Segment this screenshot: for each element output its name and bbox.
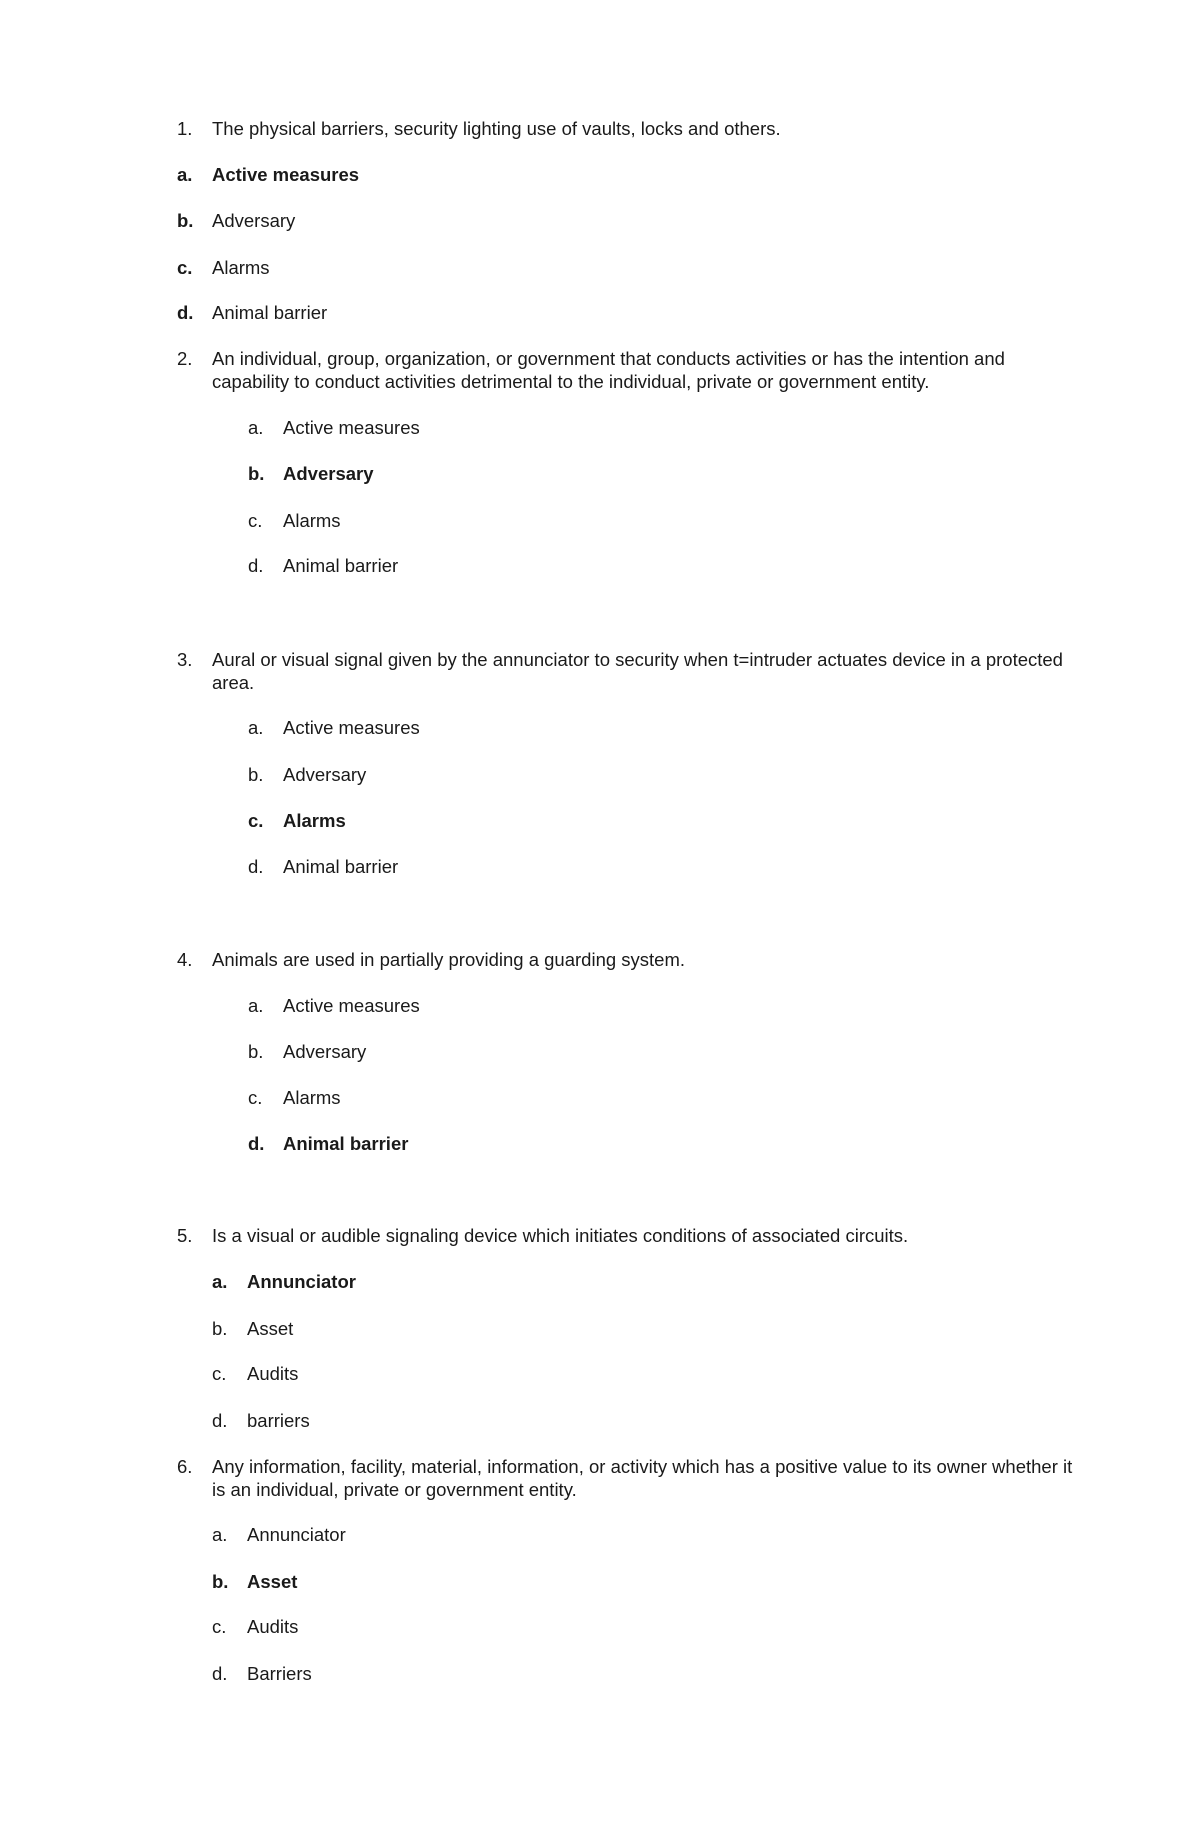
option-text: Barriers	[247, 1663, 312, 1684]
option-text: Animal barrier	[283, 856, 399, 877]
option-letter: b.	[248, 463, 265, 484]
option-letter: d.	[248, 1133, 265, 1154]
option-text: Annunciator	[247, 1524, 346, 1545]
question-text-line-2: is an individual, private or government entity.	[212, 1479, 577, 1500]
option-text: Active measures	[283, 995, 420, 1016]
option-text: Asset	[247, 1318, 294, 1339]
option-text: Active measures	[283, 417, 420, 438]
option-letter: b.	[212, 1318, 228, 1339]
question-text: Animals are used in partially providing a guarding system.	[212, 949, 686, 970]
question-text-line-2: capability to conduct activities detrimental to the individual, private or government entity.	[212, 371, 930, 392]
option-text: Adversary	[212, 210, 296, 231]
option-text: Audits	[247, 1616, 299, 1637]
option-text: Audits	[247, 1363, 299, 1384]
option-letter: d.	[212, 1410, 228, 1431]
option-text: Adversary	[283, 463, 374, 484]
option-letter: b.	[248, 764, 264, 785]
option-letter: c.	[212, 1363, 227, 1384]
option-text: barriers	[247, 1410, 310, 1431]
option-text: Animal barrier	[283, 555, 399, 576]
question-text: Is a visual or audible signaling device which initiates conditions of associated circuits.	[212, 1225, 909, 1246]
option-text: Alarms	[283, 810, 346, 831]
option-letter: a.	[177, 164, 193, 185]
option-text: Adversary	[283, 764, 367, 785]
question-text-line-1: Aural or visual signal given by the annunciator to security when t=intruder actuates device in a protected	[212, 649, 1063, 670]
option-letter: b.	[212, 1571, 229, 1592]
option-letter: d.	[248, 555, 264, 576]
option-letter: a.	[212, 1271, 228, 1292]
option-letter: a.	[248, 417, 264, 438]
option-text: Active measures	[212, 164, 360, 185]
option-letter: d.	[248, 856, 264, 877]
option-letter: a.	[248, 717, 264, 738]
option-text: Animal barrier	[212, 302, 328, 323]
option-text: Alarms	[283, 1087, 341, 1108]
option-text: Alarms	[212, 257, 270, 278]
option-text: Animal barrier	[283, 1133, 409, 1154]
question-number: 4.	[177, 949, 193, 970]
option-letter: c.	[248, 1087, 263, 1108]
option-letter: b.	[177, 210, 194, 231]
option-letter: c.	[177, 257, 193, 278]
question-number: 2.	[177, 348, 193, 369]
option-letter: c.	[248, 810, 264, 831]
question-number: 3.	[177, 649, 193, 670]
question-number: 6.	[177, 1456, 193, 1477]
question-text: The physical barriers, security lighting use of vaults, locks and others.	[212, 118, 781, 139]
option-text: Annunciator	[247, 1271, 356, 1292]
option-letter: d.	[177, 302, 194, 323]
option-text: Adversary	[283, 1041, 367, 1062]
question-text-line-1: Any information, facility, material, information, or activity which has a positive value to its owner whether it	[212, 1456, 1073, 1477]
option-text: Active measures	[283, 717, 420, 738]
option-text: Alarms	[283, 510, 341, 531]
option-letter: a.	[212, 1524, 228, 1545]
option-letter: d.	[212, 1663, 228, 1684]
option-letter: b.	[248, 1041, 264, 1062]
option-letter: a.	[248, 995, 264, 1016]
option-letter: c.	[212, 1616, 227, 1637]
question-number: 5.	[177, 1225, 193, 1246]
option-letter: c.	[248, 510, 263, 531]
question-number: 1.	[177, 118, 193, 139]
question-text-line-2: area.	[212, 672, 255, 693]
question-text-line-1: An individual, group, organization, or government that conducts activities or has the intention and	[212, 348, 1005, 369]
option-text: Asset	[247, 1571, 298, 1592]
